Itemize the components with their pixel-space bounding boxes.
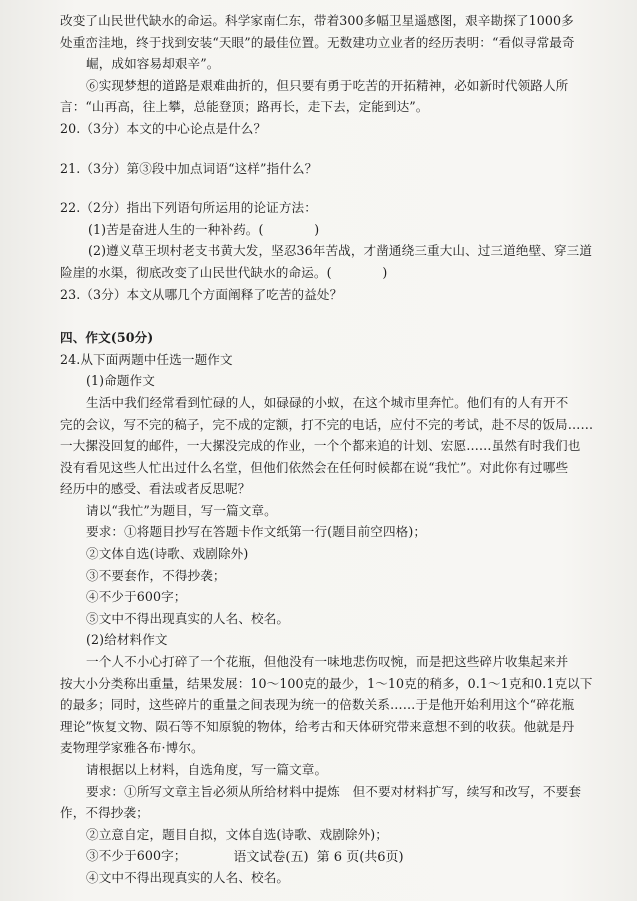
requirement: ⑤文中不得出现真实的人名、校名。 <box>86 610 290 626</box>
requirement: ④文中不得出现真实的人名、校名。 <box>86 869 290 885</box>
page-footer <box>0 846 637 865</box>
text-line: 崛，成如容易却艰辛”。 <box>86 56 220 72</box>
text-line: 改变了山民世代缺水的命运。科学家南仁东，带着300多幅卫星遥感图，艰辛勘探了1000多 <box>60 13 574 28</box>
footer-page-number: 第 6 页(共6页) <box>316 850 404 865</box>
prompt-2-text: 麦物理学家雅各布·博尔。 <box>60 740 204 756</box>
requirement: 作，不得抄袭； <box>60 805 149 821</box>
question-22-item-2: (2)遵义草王坝村老支书黄大发，坚忍36年苦战，才凿通绕三重大山、过三道绝壁、穿三道 <box>88 243 593 259</box>
prompt-2-text: 一个人不小心打碎了一个花瓶，但他没有一味地悲伤叹惋，而是把这些碎片收集起来并 <box>86 654 569 670</box>
prompt-2-text: 的最多；同时，这些碎片的重量之间表现为统一的倍数关系……于是他开始利用这个“碎花瓶 <box>60 697 575 713</box>
requirement: ③不要套作，不得抄袭； <box>86 567 226 583</box>
requirement: ②文体自选(诗歌、戏剧除外) <box>86 546 249 562</box>
requirement: 要求：①将题目抄写在答题卡作文纸第一行(题目前空四格)； <box>86 524 427 540</box>
requirement: ③不少于600字； <box>86 848 187 864</box>
prompt-1-text: 生活中我们经常看到忙碌的人，如碌碌的小蚁，在这个城市里奔忙。他们有的人有开不 <box>86 394 569 410</box>
requirement: ②立意自定，题目自拟，文体自选(诗歌、戏剧除外)； <box>86 826 388 842</box>
prompt-1-text: 完的会议，写不完的稿子，完不成的定额，打不完的电话，应付不完的考试，赴不尽的饭局…… <box>60 416 594 432</box>
text-line: ⑥实现梦想的道路是艰难曲折的，但只要有勇于吃苦的开拓精神，必如新时代领路人所 <box>86 77 569 93</box>
question-23: 23.（3分）本文从哪几个方面阐释了吃苦的益处？ <box>60 286 343 302</box>
prompt-2-text: 按大小分类称出重量，结果发展：10～100克的最少，1～10克的稍多，0.1～1克和0.1克以下 <box>60 675 593 691</box>
prompt-2-title: (2)给材料作文 <box>86 632 168 648</box>
requirement: ④不少于600字； <box>86 589 187 605</box>
prompt-2-text: 理论”恢复文物、陨石等不知原貌的物体，给考古和天体研究带来意想不到的收获。他就是丹 <box>60 718 575 734</box>
prompt-1-title: (1)命题作文 <box>86 373 155 389</box>
prompt-1-text: 一大摞没回复的邮件，一大摞没完成的作业，一个个都来追的计划、宏愿……虽然有时我们也 <box>60 438 581 454</box>
footer-title: 语文试卷(五) <box>233 850 309 865</box>
text-line: 处重峦洼地，终于找到安装“天眼”的最佳位置。无数建功立业者的经历表明：“看似寻常最奇 <box>60 34 575 50</box>
section-heading: 四、作文(50分) <box>60 330 154 346</box>
prompt-1-text: 没有看见这些人忙出过什么名堂，但他们依然会在任何时候都在说“我忙”。对此你有过哪些 <box>60 459 569 475</box>
question-22: 22.（2分）指出下列语句所运用的论证方法： <box>60 200 317 216</box>
question-22-item-2-cont: 险崖的水渠，彻底改变了山民世代缺水的命运。( ) <box>60 264 388 280</box>
question-20: 20.（3分）本文的中心论点是什么？ <box>60 120 267 136</box>
question-21: 21.（3分）第③段中加点词语“这样”指什么？ <box>60 160 318 176</box>
question-24: 24.从下面两题中任选一题作文 <box>60 351 233 367</box>
text-line: 言：“山再高，往上攀，总能登顶；路再长，走下去，定能到达”。 <box>60 99 429 115</box>
prompt-1-text: 经历中的感受、看法或者反思呢？ <box>60 481 251 497</box>
prompt-2-instruction: 请根据以上材料，自选角度，写一篇文章。 <box>86 762 328 777</box>
question-22-item-1: (1)苦是奋进人生的一种补药。( ) <box>88 221 320 237</box>
prompt-1-instruction: 请以“我忙”为题目，写一篇文章。 <box>86 502 277 518</box>
requirement: 要求：①所写文章主旨必须从所给材料中提炼 但不要对材料扩写，续写和改写，不要套 <box>86 783 582 799</box>
